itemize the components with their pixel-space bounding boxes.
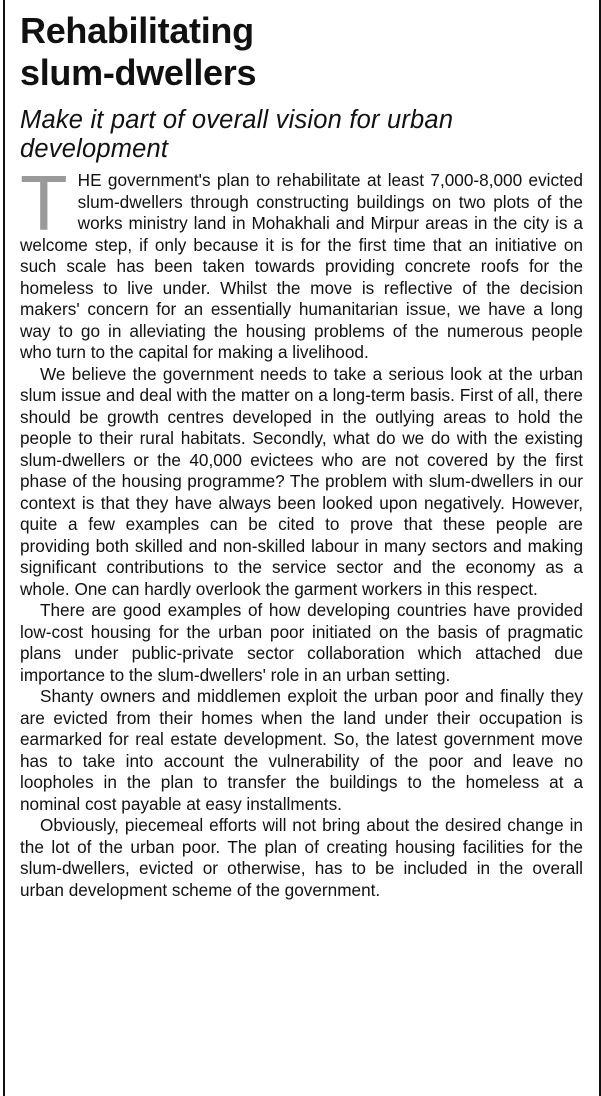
paragraph-3: There are good examples of how developing countries have provided low-cost housing for the urban poor initiated on the basis of pragmatic plans under public-private sector collaboration which attached due importance to the slum-dwellers' role in an urban setting. [20,600,583,685]
paragraph-2: We believe the government needs to take a serious look at the urban slum issue and deal with the matter on a long-term basis. First of all, there should be growth centres developed in the outlying areas to hold the people to their rural habitats. Secondly, what do we do with the existing slum-dwellers or the 40,000 evictees who are not covered by the first phase of the housing programme? The problem with slum-dwellers in our context is that they have always been looked upon negatively. However, quite a few examples can be cited to prove that these people are providing both skilled and non-skilled labour in many sectors and making significant contributions to the service sector and the economy as a whole. One can hardly overlook the garment workers in this respect. [20,363,583,599]
paragraph-4: Shanty owners and middlemen exploit the urban poor and finally they are evicted from their homes when the land under their occupation is earmarked for real estate development. So, the latest government move has to take into account the vulnerability of the poor and leave no loopholes in the plan to transfer the buildings to the homeless at a nominal cost payable at easy installments. [20,686,583,814]
editorial-article [20,0,583,901]
drop-cap: T [20,159,68,247]
article-body [20,159,583,901]
subheadline: Make it part of overall vision for urban development [20,106,454,163]
headline [20,10,583,94]
paragraph-1 [20,159,583,364]
paragraph-1-text: HE government's plan to rehabilitate at least 7,000-8,000 evicted slum-dwellers through constructing buildings on two plots of the works ministry land in Mohakhali and Mirpur areas in the city is a welcome step, if only because it is for the first time that an initiative on such scale has been taken towards providing concrete roofs for the homeless to live under. Whilst the move is reflective of the decision makers' concern for an essentially humanitarian issue, we have a long way to go in alleviating the housing problems of the numerous people who turn to the capital for making a livelihood. [20,170,583,362]
headline-line-1: Rehabilitating [20,10,254,51]
headline-line-2: slum-dwellers [20,52,257,93]
left-column-rule [3,0,5,1096]
paragraph-5: Obviously, piecemeal efforts will not bring about the desired change in the lot of the urban poor. The plan of creating housing facilities for the slum-dwellers, evicted or otherwise, has to be included in the overall urban development scheme of the government. [20,815,583,900]
